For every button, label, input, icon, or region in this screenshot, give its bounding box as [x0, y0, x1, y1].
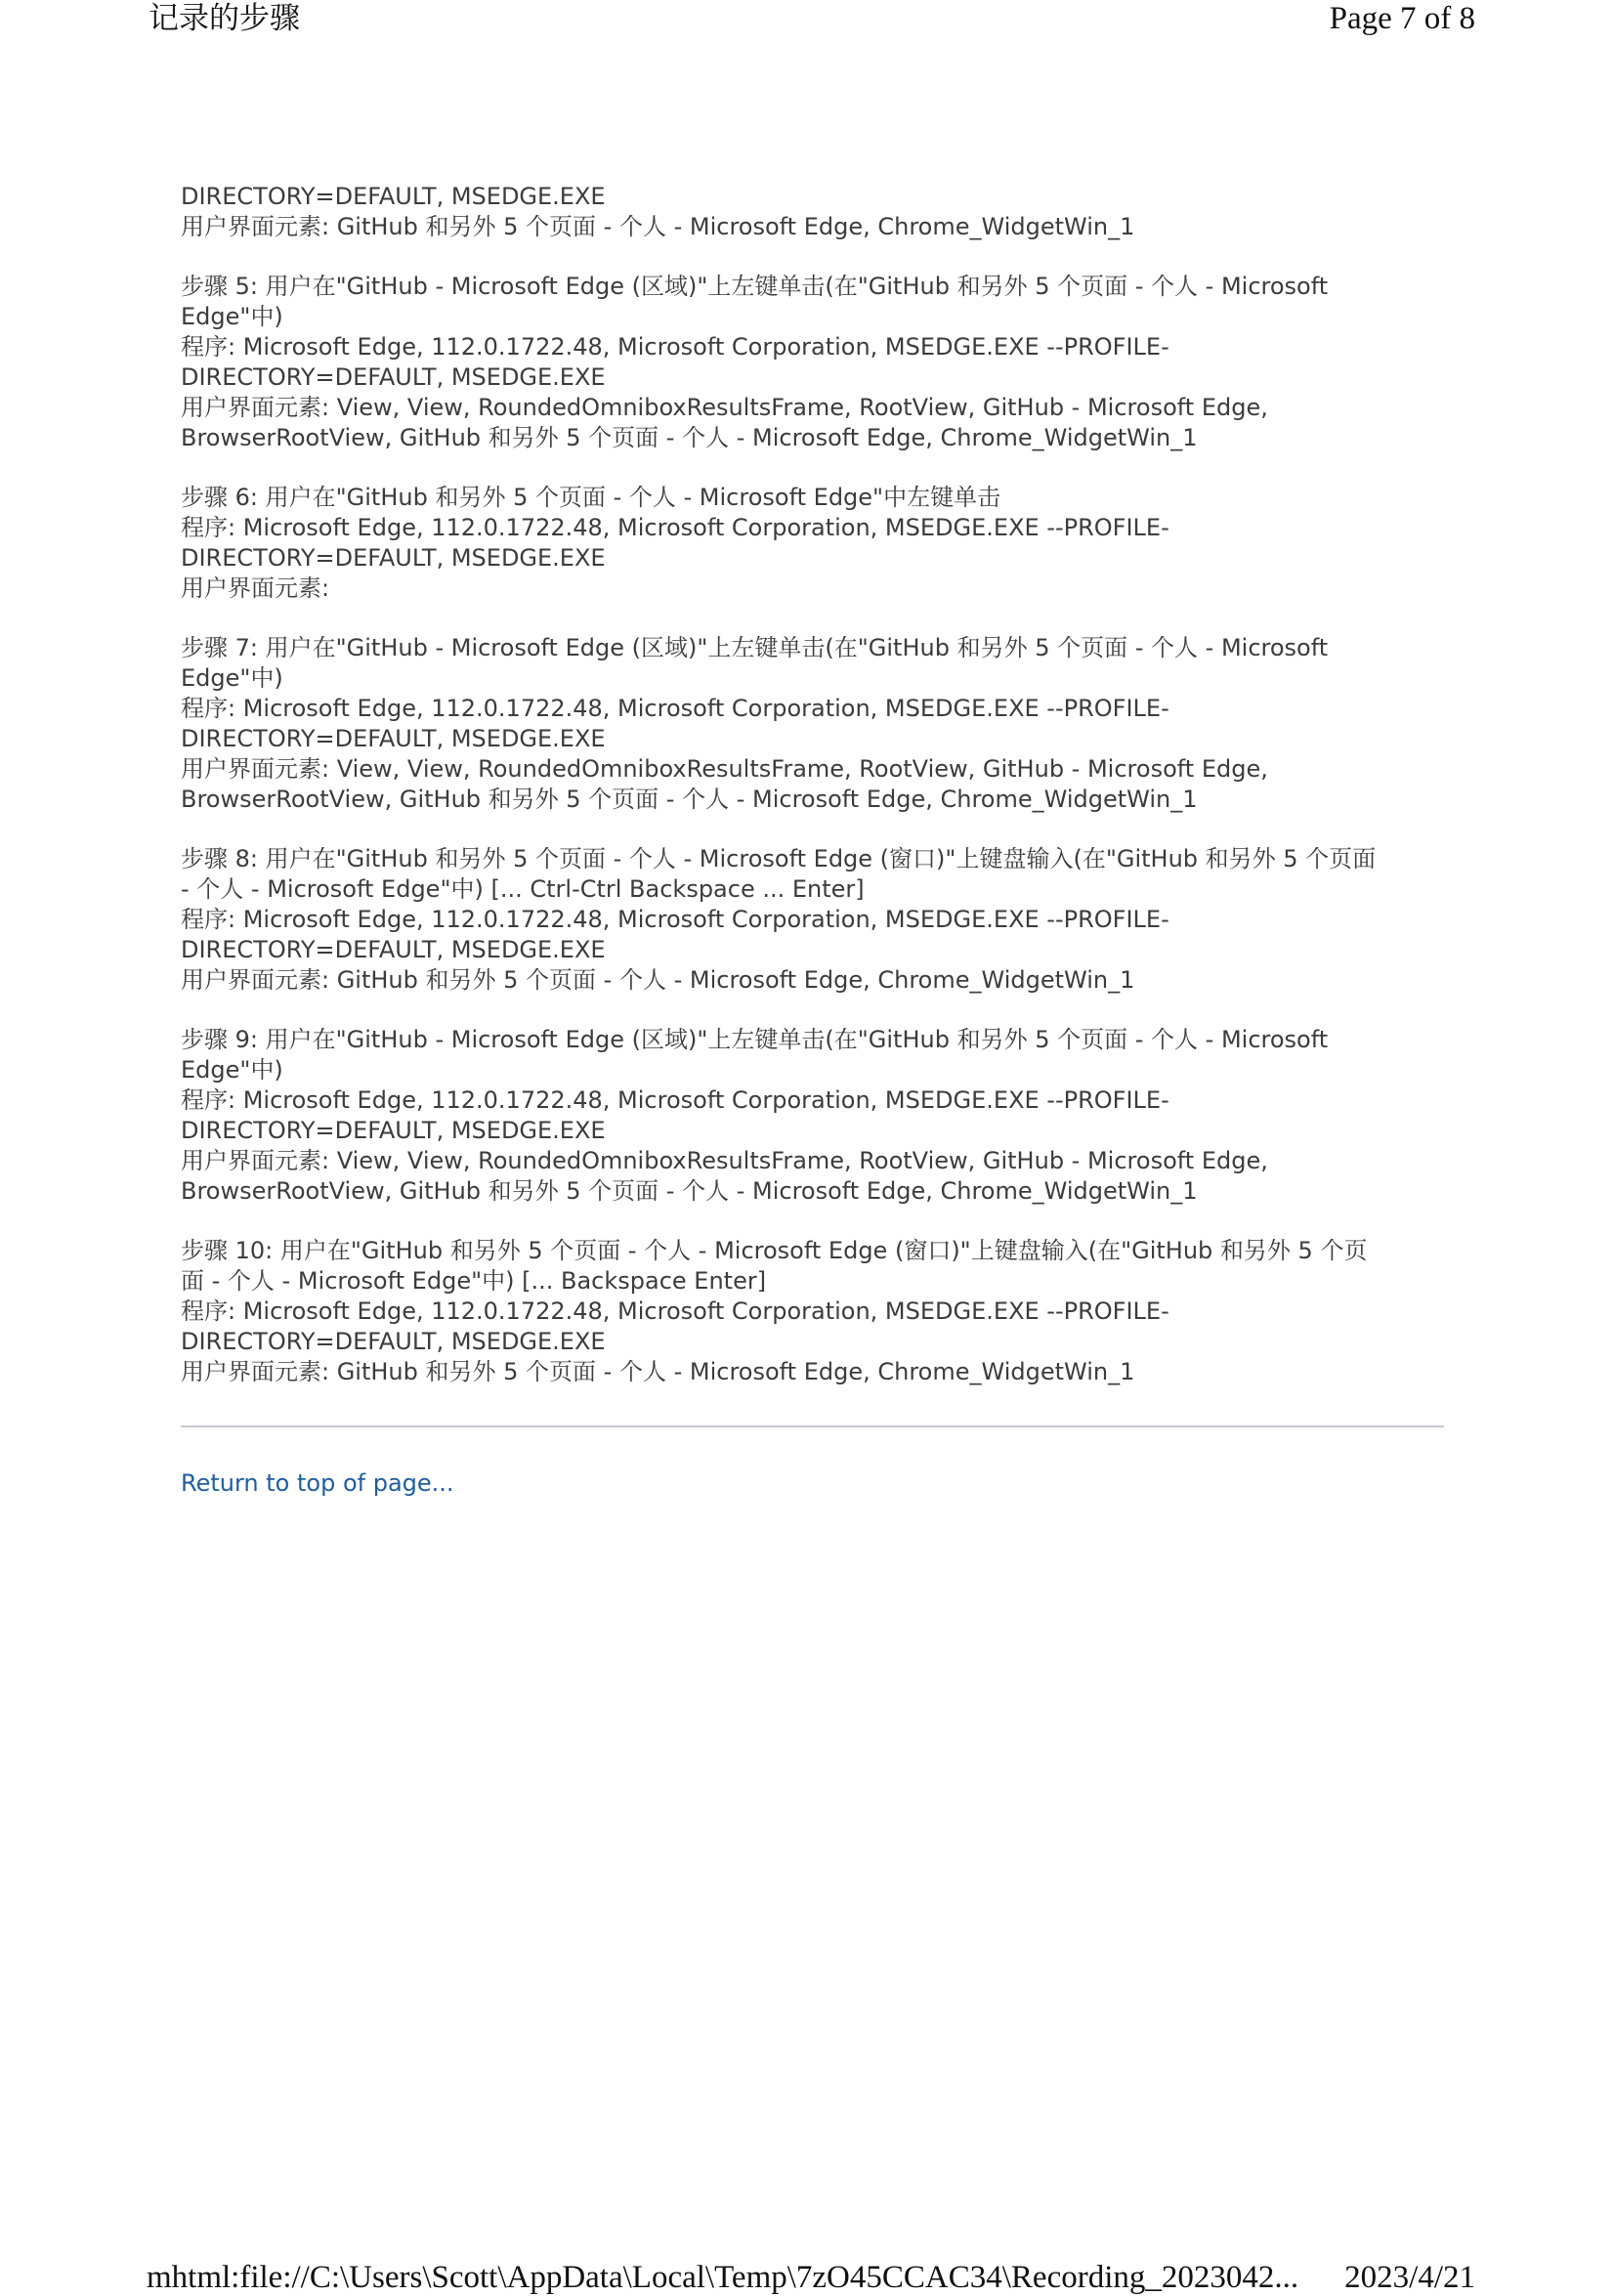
step-text-line: 程序: Microsoft Edge, 112.0.1722.48, Microsoft Corporation, MSEDGE.EXE --PROFILE- [181, 1086, 1169, 1114]
step-text-line: 步骤 10: 用户在"GitHub 和另外 5 个页面 - 个人 - Microsoft Edge (窗口)"上键盘输入(在"GitHub 和另外 5 个页 [181, 1237, 1368, 1264]
step-text-line: 步骤 5: 用户在"GitHub - Microsoft Edge (区域)"上左键单击(在"GitHub 和另外 5 个页面 - 个人 - Microsoft [181, 273, 1329, 300]
step-text-line: 步骤 9: 用户在"GitHub - Microsoft Edge (区域)"上左键单击(在"GitHub 和另外 5 个页面 - 个人 - Microsoft [181, 1026, 1329, 1053]
step-text-line: 程序: Microsoft Edge, 112.0.1722.48, Microsoft Corporation, MSEDGE.EXE --PROFILE- [181, 514, 1169, 541]
step-block [181, 633, 1451, 815]
step-text-line: 程序: Microsoft Edge, 112.0.1722.48, Microsoft Corporation, MSEDGE.EXE --PROFILE- [181, 1297, 1169, 1325]
step-text-line: 步骤 6: 用户在"GitHub 和另外 5 个页面 - 个人 - Microsoft Edge"中左键单击 [181, 484, 1001, 511]
step-spacer [181, 996, 1451, 1025]
step-text-line: 步骤 8: 用户在"GitHub 和另外 5 个页面 - 个人 - Microsoft Edge (窗口)"上键盘输入(在"GitHub 和另外 5 个页面 [181, 845, 1377, 872]
step-text-line: Edge"中) [181, 303, 283, 330]
step-text-line: 用户界面元素: [181, 574, 330, 602]
step-text-line: 用户界面元素: GitHub 和另外 5 个页面 - 个人 - Microsoft Edge, Chrome_WidgetWin_1 [181, 966, 1135, 994]
step-spacer [181, 453, 1451, 483]
step-text-line: 步骤 7: 用户在"GitHub - Microsoft Edge (区域)"上左键单击(在"GitHub 和另外 5 个页面 - 个人 - Microsoft [181, 634, 1329, 661]
document-title: 记录的步骤 [149, 1, 300, 36]
step-block [181, 483, 1451, 604]
step-text-line: 面 - 个人 - Microsoft Edge"中) [... Backspace Enter] [181, 1267, 767, 1295]
step-text-line: 用户界面元素: GitHub 和另外 5 个页面 - 个人 - Microsoft Edge, Chrome_WidgetWin_1 [181, 213, 1135, 240]
step-text-line: Edge"中) [181, 1056, 283, 1084]
step-text-line: BrowserRootView, GitHub 和另外 5 个页面 - 个人 - Microsoft Edge, Chrome_WidgetWin_1 [181, 786, 1198, 813]
step-text-line: 程序: Microsoft Edge, 112.0.1722.48, Microsoft Corporation, MSEDGE.EXE --PROFILE- [181, 333, 1169, 361]
footer-date: 2023/4/21 [1344, 2260, 1475, 2295]
step-text-line: - 个人 - Microsoft Edge"中) [... Ctrl-Ctrl Backspace ... Enter] [181, 875, 865, 903]
step-block [181, 182, 1451, 242]
step-text-line: DIRECTORY=DEFAULT, MSEDGE.EXE [181, 363, 606, 391]
step-spacer [181, 604, 1451, 633]
step-text-line: 用户界面元素: View, View, RoundedOmniboxResultsFrame, RootView, GitHub - Microsoft Edge, [181, 755, 1268, 783]
step-text-line: 用户界面元素: GitHub 和另外 5 个页面 - 个人 - Microsoft Edge, Chrome_WidgetWin_1 [181, 1358, 1135, 1385]
step-spacer [181, 815, 1451, 844]
step-text-line: DIRECTORY=DEFAULT, MSEDGE.EXE [181, 183, 606, 210]
step-text-line: Edge"中) [181, 664, 283, 692]
step-text-line: 程序: Microsoft Edge, 112.0.1722.48, Microsoft Corporation, MSEDGE.EXE --PROFILE- [181, 906, 1169, 933]
footer-file-path: mhtml:file://C:\Users\Scott\AppData\Local\Temp\7zO45CCAC34\Recording_2023042... [147, 2260, 1299, 2295]
step-block [181, 1025, 1451, 1207]
step-text-line: BrowserRootView, GitHub 和另外 5 个页面 - 个人 - Microsoft Edge, Chrome_WidgetWin_1 [181, 1177, 1198, 1205]
step-text-line: DIRECTORY=DEFAULT, MSEDGE.EXE [181, 1117, 606, 1144]
step-text-line: 用户界面元素: View, View, RoundedOmniboxResultsFrame, RootView, GitHub - Microsoft Edge, [181, 394, 1268, 421]
step-spacer [181, 1207, 1451, 1236]
step-text-line: 用户界面元素: View, View, RoundedOmniboxResultsFrame, RootView, GitHub - Microsoft Edge, [181, 1147, 1268, 1174]
step-block [181, 272, 1451, 453]
step-text-line: DIRECTORY=DEFAULT, MSEDGE.EXE [181, 1328, 606, 1355]
page-indicator: Page 7 of 8 [1329, 1, 1475, 36]
step-text-line: BrowserRootView, GitHub 和另外 5 个页面 - 个人 - Microsoft Edge, Chrome_WidgetWin_1 [181, 424, 1198, 451]
step-text-line: 程序: Microsoft Edge, 112.0.1722.48, Microsoft Corporation, MSEDGE.EXE --PROFILE- [181, 695, 1169, 722]
step-block [181, 844, 1451, 996]
step-spacer [181, 242, 1451, 272]
step-text-line: DIRECTORY=DEFAULT, MSEDGE.EXE [181, 725, 606, 752]
steps-content [181, 182, 1451, 1387]
step-text-line: DIRECTORY=DEFAULT, MSEDGE.EXE [181, 936, 606, 963]
step-block [181, 1236, 1451, 1387]
step-text-line: DIRECTORY=DEFAULT, MSEDGE.EXE [181, 544, 606, 572]
return-to-top-link[interactable]: Return to top of page... [181, 1469, 454, 1497]
section-divider [181, 1425, 1444, 1427]
